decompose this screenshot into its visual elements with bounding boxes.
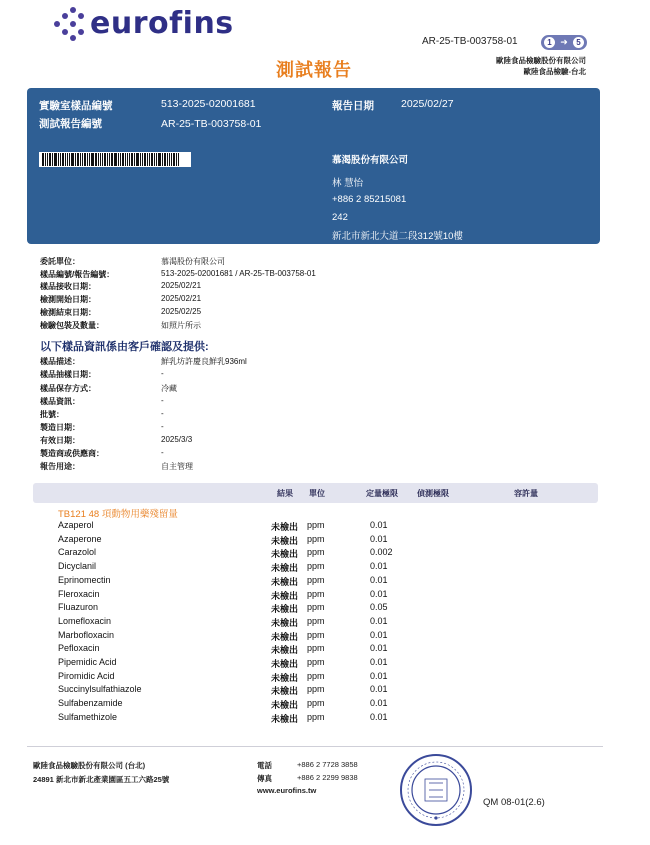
result-value: 未檢出 (271, 700, 299, 711)
unit-value: ppm (307, 602, 325, 613)
unit-value: ppm (307, 615, 325, 626)
purpose-label: 報告用途： (40, 462, 80, 471)
customer-phone: +886 2 85215081 (332, 194, 407, 205)
table-row (58, 561, 478, 574)
sampling-date-value: - (161, 369, 164, 378)
loq-value: 0.01 (370, 520, 388, 530)
batch-label: 批號： (40, 410, 64, 419)
document-title: 測試報告 (276, 60, 352, 80)
customer-address: 新北市新北大道二段312號10樓 (332, 231, 463, 242)
page-current: 1 (544, 37, 555, 48)
analyte-name: Pefloxacin (58, 643, 100, 654)
result-value: 未檢出 (271, 576, 299, 587)
header-report-number: AR-25-TB-003758-01 (422, 36, 518, 47)
unit-value: ppm (307, 657, 325, 667)
table-row (58, 671, 478, 684)
col-tolerance: 容許量 (514, 489, 538, 498)
col-loq: 定量極限 (366, 489, 398, 498)
footer-divider (27, 746, 603, 747)
lab-sample-no: 513-2025-02001681 (161, 98, 256, 110)
result-value: 未檢出 (271, 604, 299, 615)
lab-sample-no-label: 實驗室樣品編號 (39, 100, 113, 112)
analyte-name: Fleroxacin (58, 588, 100, 599)
unit-value: ppm (307, 684, 325, 695)
test-end-label: 檢測結束日期： (40, 308, 96, 317)
analyte-name: Sulfabenzamide (58, 698, 123, 709)
test-group-title: TB121 48 項動物用藥殘留量 (58, 509, 178, 520)
customer-contact: 林 慧怡 (332, 178, 364, 189)
loq-value: 0.01 (370, 657, 388, 667)
table-row (58, 616, 478, 629)
result-value: 未檢出 (271, 522, 299, 532)
table-row (58, 643, 478, 656)
analyte-name: Marbofloxacin (58, 629, 115, 640)
test-start-label: 檢測開始日期： (40, 295, 96, 304)
official-seal-stamp (398, 752, 474, 828)
eurofins-logo (52, 6, 234, 42)
sample-desc-value: 鮮乳坊許慶良鮮乳936ml (161, 357, 247, 366)
sample-info-value: - (161, 396, 164, 405)
footer-company: 歐陸食品檢驗股份有限公司 (台北) (33, 761, 146, 770)
loq-value: 0.01 (370, 615, 388, 626)
analyte-name: Fluazuron (58, 602, 99, 613)
unit-value: ppm (307, 711, 325, 722)
batch-value: - (161, 409, 164, 418)
customer-company: 慕渴股份有限公司 (332, 155, 409, 166)
table-row (58, 630, 478, 643)
unit-value: ppm (307, 629, 325, 640)
unit-value: ppm (307, 643, 325, 654)
unit-value: ppm (307, 533, 325, 544)
report-no: AR-25-TB-003758-01 (161, 118, 262, 130)
received-label: 樣品接收日期： (40, 282, 96, 291)
footer-fax: +886 2 2299 9838 (297, 773, 358, 782)
purpose-value: 自主管理 (161, 462, 193, 471)
unit-value: ppm (307, 698, 325, 709)
loq-value: 0.01 (370, 533, 388, 544)
form-number: QM 08-01(2.6) (483, 797, 545, 808)
table-row (58, 657, 478, 670)
loq-value: 0.01 (370, 698, 388, 709)
result-value: 未檢出 (271, 659, 299, 669)
unit-value: ppm (307, 670, 325, 681)
table-row (58, 520, 478, 533)
report-no-label: 測試報告編號 (39, 118, 102, 130)
page-indicator (541, 35, 587, 50)
loq-value: 0.05 (370, 602, 388, 613)
result-value: 未檢出 (271, 672, 299, 683)
result-value: 未檢出 (271, 617, 299, 628)
result-value: 未檢出 (271, 590, 299, 601)
loq-value: 0.01 (370, 711, 388, 722)
analyte-name: Carazolol (58, 547, 97, 558)
loq-value: 0.01 (370, 670, 388, 681)
unit-value: ppm (307, 588, 325, 599)
analyte-name: Eprinomectin (58, 574, 111, 585)
sample-section-title: 以下樣品資訊係由客戶確認及提供: (40, 341, 209, 353)
results-table-header (33, 483, 598, 503)
table-row (58, 534, 478, 547)
client-label: 委託單位： (40, 257, 80, 266)
col-lod: 偵測極限 (417, 489, 449, 498)
result-value: 未檢出 (271, 563, 299, 574)
maker-label: 製造商或供應商： (40, 449, 104, 458)
table-row (58, 589, 478, 602)
analyte-name: Dicyclanil (58, 561, 97, 572)
package-label: 檢驗包裝及數量： (40, 321, 104, 330)
report-date-label: 報告日期 (332, 100, 374, 112)
result-value: 未檢出 (271, 631, 299, 642)
analyte-name: Sulfamethizole (58, 711, 118, 722)
table-row (58, 712, 478, 725)
page-arrow-icon: ➜ (560, 37, 568, 47)
barcode (39, 152, 191, 167)
page-total: 5 (573, 37, 584, 48)
sample-desc-label: 樣品描述： (40, 357, 80, 366)
client-value: 慕渴股份有限公司 (161, 257, 225, 266)
analyte-name: Piromidic Acid (58, 670, 115, 681)
result-value: 未檢出 (271, 645, 299, 656)
eurofins-dots-icon (52, 7, 86, 41)
analyte-name: Succinylsulfathiazole (58, 684, 142, 695)
result-value: 未檢出 (271, 549, 299, 560)
table-row (58, 602, 478, 615)
footer-website: www.eurofins.tw (257, 786, 317, 795)
loq-value: 0.01 (370, 574, 388, 585)
loq-value: 0.002 (370, 547, 393, 558)
logo-text: eurofins (90, 6, 234, 41)
test-start-value: 2025/02/21 (161, 294, 202, 303)
table-row (58, 698, 478, 711)
footer-phone: +886 2 7728 3858 (297, 760, 358, 769)
table-row (58, 684, 478, 697)
sample-info-label: 樣品資訊： (40, 397, 80, 406)
loq-value: 0.01 (370, 588, 388, 599)
lab-name: 歐陸食品檢驗股份有限公司 歐陸食品檢驗-台北 (496, 56, 586, 76)
summary-panel (27, 88, 600, 244)
received-value: 2025/02/21 (161, 281, 202, 290)
footer-address: 24891 新北市新北產業園區五工六路25號 (33, 775, 170, 784)
customer-postcode: 242 (332, 212, 348, 223)
loq-value: 0.01 (370, 629, 388, 640)
loq-value: 0.01 (370, 561, 388, 572)
report-date: 2025/02/27 (401, 98, 454, 110)
sample-report-no-label: 樣品編號/報告編號： (40, 270, 115, 279)
sample-report-no-value: 513-2025-02001681 / AR-25-TB-003758-01 (161, 269, 316, 278)
table-row (58, 547, 478, 560)
result-value: 未檢出 (271, 686, 299, 697)
unit-value: ppm (307, 520, 325, 530)
col-unit: 單位 (309, 489, 325, 498)
maker-value: - (161, 448, 164, 457)
analyte-name: Pipemidic Acid (58, 657, 117, 667)
loq-value: 0.01 (370, 684, 388, 695)
table-row (58, 575, 478, 588)
mfg-date-label: 製造日期： (40, 423, 80, 432)
result-value: 未檢出 (271, 535, 299, 546)
col-result: 結果 (277, 489, 293, 498)
unit-value: ppm (307, 561, 325, 572)
analyte-name: Azaperone (58, 533, 102, 544)
footer-phone-label: 電話 (257, 761, 272, 770)
footer-fax-label: 傳真 (257, 774, 272, 783)
storage-value: 冷藏 (161, 384, 177, 393)
analyte-name: Lomefloxacin (58, 615, 112, 626)
mfg-date-value: - (161, 422, 164, 431)
loq-value: 0.01 (370, 643, 388, 654)
analyte-name: Azaperol (58, 520, 94, 530)
exp-date-value: 2025/3/3 (161, 435, 193, 444)
unit-value: ppm (307, 574, 325, 585)
result-value: 未檢出 (271, 713, 299, 724)
sampling-date-label: 樣品抽樣日期： (40, 370, 96, 379)
test-end-value: 2025/02/25 (161, 307, 202, 316)
unit-value: ppm (307, 547, 325, 558)
package-value: 如照片所示 (161, 321, 201, 330)
storage-label: 樣品保存方式： (40, 384, 96, 393)
exp-date-label: 有效日期： (40, 436, 80, 445)
